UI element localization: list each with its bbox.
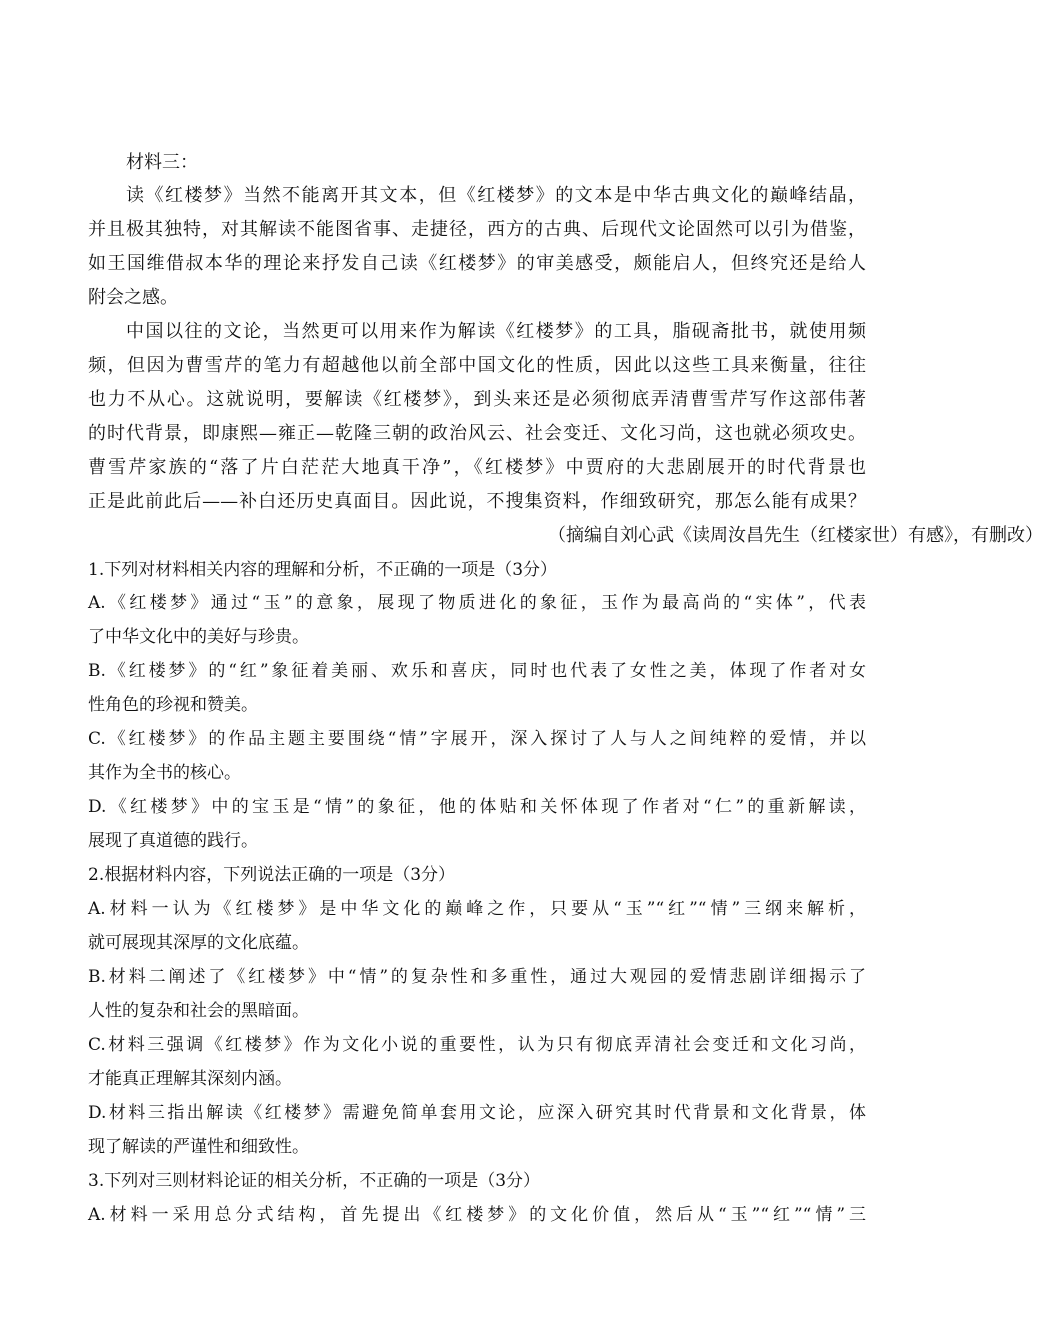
material3-source: （摘编自刘心武《读周汝昌先生（红楼家世）有感》，有删改）: [548, 525, 1043, 546]
question-2-stem: 2.根据材料内容，下列说法正确的一项是（3分）: [88, 865, 456, 885]
material3-para1-line2: 并且极其独特，对其解读不能图省事、走捷径，西方的古典、后现代文论固然可以引为借鉴，: [88, 219, 866, 240]
material3-para1-line1: 读《红楼梦》当然不能离开其文本，但《红楼梦》的文本是中华古典文化的巅峰结晶，: [126, 185, 866, 206]
material3-para2-line1: 中国以往的文论，当然更可以用来作为解读《红楼梦》的工具，脂砚斋批书，就使用频: [126, 321, 866, 342]
question-2-option-c-line2: 才能真正理解其深刻内涵。: [88, 1069, 292, 1089]
question-2-option-d-line2: 现了解读的严谨性和细致性。: [88, 1137, 309, 1157]
question-1-option-c-line1: C.《红楼梦》的作品主题主要围绕“情”字展开，深入探讨了人与人之间纯粹的爱情，并以: [88, 729, 866, 749]
question-2-option-d-line1: D.材料三指出解读《红楼梦》需避免简单套用文论，应深入研究其时代背景和文化背景，体: [88, 1103, 866, 1123]
question-2-option-a-line1: A.材料一认为《红楼梦》是中华文化的巅峰之作，只要从“玉”“红”“情”三纲来解析，: [88, 899, 866, 919]
material3-label: 材料三：: [126, 152, 198, 173]
material3-para2-line2: 频，但因为曹雪芹的笔力有超越他以前全部中国文化的性质，因此以这些工具来衡量，往往: [88, 355, 866, 376]
material3-para1-line4: 附会之感。: [88, 287, 178, 308]
question-2-option-b-line1: B.材料二阐述了《红楼梦》中“情”的复杂性和多重性，通过大观园的爱情悲剧详细揭示了: [88, 967, 866, 987]
question-2-option-c-line1: C.材料三强调《红楼梦》作为文化小说的重要性，认为只有彻底弄清社会变迁和文化习尚，: [88, 1035, 866, 1055]
question-1-option-b-line2: 性角色的珍视和赞美。: [88, 695, 258, 715]
material3-para2-line4: 的时代背景，即康熙—雍正—乾隆三朝的政治风云、社会变迁、文化习尚，这也就必须攻史。: [88, 423, 866, 444]
material3-para2-line6: 正是此前此后——补白还历史真面目。因此说，不搜集资料，作细致研究，那怎么能有成果？: [88, 491, 866, 512]
question-1-option-c-line2: 其作为全书的核心。: [88, 763, 241, 783]
question-3-option-a-line1: A.材料一采用总分式结构，首先提出《红楼梦》的文化价值，然后从“玉”“红”“情”三: [88, 1205, 866, 1225]
question-3-stem: 3.下列对三则材料论证的相关分析，不正确的一项是（3分）: [88, 1171, 541, 1191]
question-1-option-d-line2: 展现了真道德的践行。: [88, 831, 258, 851]
question-2-option-a-line2: 就可展现其深厚的文化底蕴。: [88, 933, 309, 953]
material3-para1-line3: 如王国维借叔本华的理论来抒发自己读《红楼梦》的审美感受，颇能启人，但终究还是给人: [88, 253, 866, 274]
question-1-option-a-line1: A.《红楼梦》通过“玉”的意象，展现了物质进化的象征，玉作为最高尚的“实体”，代表: [88, 593, 866, 613]
question-1-option-b-line1: B.《红楼梦》的“红”象征着美丽、欢乐和喜庆，同时也代表了女性之美，体现了作者对女: [88, 661, 866, 681]
question-1-option-d-line1: D.《红楼梦》中的宝玉是“情”的象征，他的体贴和关怀体现了作者对“仁”的重新解读，: [88, 797, 866, 817]
material3-para2-line5: 曹雪芹家族的“落了片白茫茫大地真干净”，《红楼梦》中贾府的大悲剧展开的时代背景也: [88, 457, 866, 478]
question-2-option-b-line2: 人性的复杂和社会的黑暗面。: [88, 1001, 309, 1021]
question-1-option-a-line2: 了中华文化中的美好与珍贵。: [88, 627, 309, 647]
material3-para2-line3: 也力不从心。这就说明，要解读《红楼梦》，到头来还是必须彻底弄清曹雪芹写作这部伟著: [88, 389, 866, 410]
question-1-stem: 1.下列对材料相关内容的理解和分析，不正确的一项是（3分）: [88, 560, 558, 580]
